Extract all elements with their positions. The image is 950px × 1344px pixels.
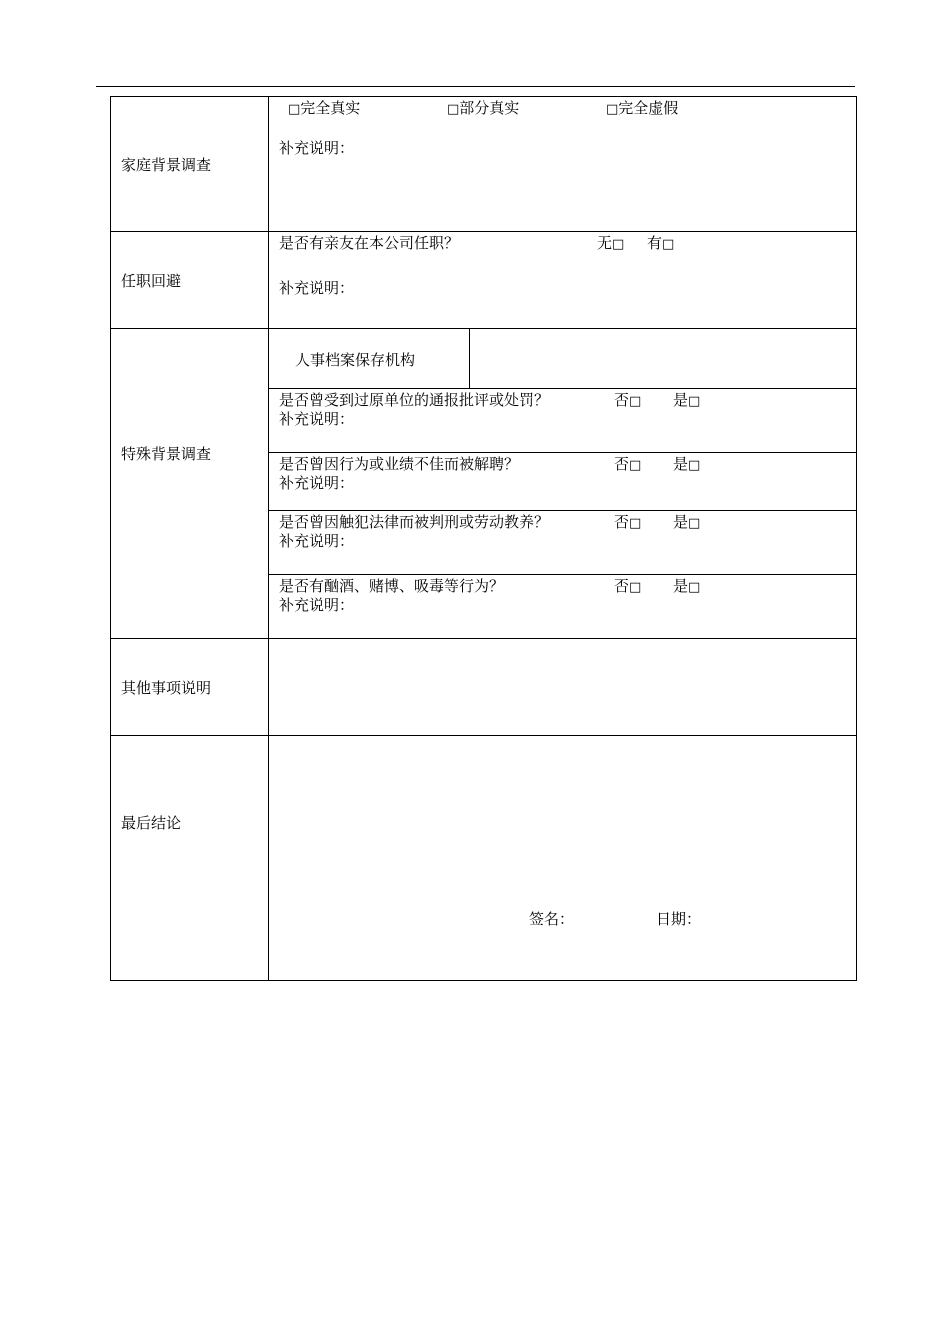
date-label: 日期：	[656, 910, 702, 928]
option-label: 是	[673, 391, 689, 409]
avoidance-question: 是否有亲友在本公司任职？	[279, 234, 460, 252]
archive-divider	[469, 328, 470, 388]
checkbox-icon: □	[629, 394, 642, 409]
option-label: 完全真实	[300, 99, 361, 117]
special-question-3: 是否曾因触犯法律而被判刑或劳动教养？	[279, 513, 550, 531]
special-q2-note-label: 补充说明：	[279, 474, 355, 492]
option-label: 有	[647, 234, 663, 252]
checkbox-icon: □	[612, 237, 625, 252]
conclusion-label: 最后结论	[121, 814, 182, 832]
option-label: 是	[673, 455, 689, 473]
special-question-4: 是否有酗酒、赌博、吸毒等行为？	[279, 577, 505, 595]
background-check-form	[110, 96, 857, 981]
checkbox-icon: □	[662, 237, 675, 252]
archive-value[interactable]	[483, 351, 843, 369]
checkbox-icon: □	[629, 580, 642, 595]
option-label: 否	[614, 455, 630, 473]
option-label: 否	[614, 577, 630, 595]
option-label: 是	[673, 577, 689, 595]
family-note-label: 补充说明：	[279, 139, 355, 157]
checkbox-icon: □	[629, 458, 642, 473]
row-divider-4	[111, 735, 856, 736]
avoidance-yes-option[interactable]	[647, 234, 674, 254]
special-divider-2	[268, 452, 856, 453]
family-background-label: 家庭背景调查	[121, 156, 212, 174]
row-divider-1	[111, 231, 856, 232]
checkbox-icon: □	[688, 458, 701, 473]
special-q2-yes-option[interactable]	[673, 455, 700, 475]
special-q1-yes-option[interactable]	[673, 391, 700, 411]
special-divider-4	[268, 574, 856, 575]
avoidance-no-option[interactable]	[597, 234, 624, 254]
signature-label: 签名：	[529, 910, 575, 928]
row-divider-2	[111, 328, 856, 329]
avoidance-note-label: 补充说明：	[279, 279, 355, 297]
option-partly-true[interactable]	[447, 99, 519, 119]
header-rule	[96, 86, 855, 87]
special-q4-no-option[interactable]	[614, 577, 641, 597]
checkbox-icon: □	[606, 102, 619, 117]
label-column-divider	[268, 97, 269, 980]
special-divider-1	[268, 388, 856, 389]
checkbox-icon: □	[447, 102, 460, 117]
special-q4-yes-option[interactable]	[673, 577, 700, 597]
option-label: 否	[614, 391, 630, 409]
special-q4-note-label: 补充说明：	[279, 596, 355, 614]
special-q3-yes-option[interactable]	[673, 513, 700, 533]
option-fully-false[interactable]	[606, 99, 678, 119]
checkbox-icon: □	[688, 394, 701, 409]
checkbox-icon: □	[629, 516, 642, 531]
special-background-label: 特殊背景调查	[121, 445, 212, 463]
other-content[interactable]	[279, 649, 839, 725]
option-label: 无	[597, 234, 613, 252]
special-question-1: 是否曾受到过原单位的通报批评或处罚？	[279, 391, 550, 409]
option-label: 是	[673, 513, 689, 531]
option-label: 部分真实	[459, 99, 520, 117]
special-q2-no-option[interactable]	[614, 455, 641, 475]
other-label: 其他事项说明	[121, 679, 212, 697]
row-divider-3	[111, 638, 856, 639]
avoidance-label: 任职回避	[121, 272, 182, 290]
archive-label: 人事档案保存机构	[295, 351, 416, 369]
checkbox-icon: □	[288, 102, 301, 117]
checkbox-icon: □	[688, 516, 701, 531]
option-label: 完全虚假	[618, 99, 679, 117]
option-label: 否	[614, 513, 630, 531]
special-q1-note-label: 补充说明：	[279, 410, 355, 428]
special-q3-note-label: 补充说明：	[279, 532, 355, 550]
conclusion-content[interactable]	[279, 747, 839, 897]
special-q1-no-option[interactable]	[614, 391, 641, 411]
special-q3-no-option[interactable]	[614, 513, 641, 533]
option-fully-true[interactable]	[288, 99, 360, 119]
checkbox-icon: □	[688, 580, 701, 595]
special-divider-3	[268, 510, 856, 511]
special-question-2: 是否曾因行为或业绩不佳而被解聘？	[279, 455, 520, 473]
